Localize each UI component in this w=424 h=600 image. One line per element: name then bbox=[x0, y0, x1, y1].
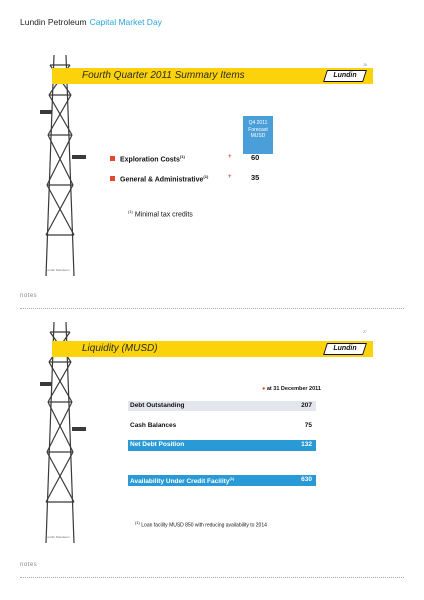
liquidity-row: Cash Balances 75 bbox=[130, 422, 312, 429]
title-banner bbox=[52, 68, 373, 84]
event-name: Capital Market Day bbox=[89, 17, 162, 27]
plus-icon: + bbox=[228, 174, 232, 180]
liquidity-row: Debt Outstanding 207 bbox=[128, 401, 316, 411]
page-number: 26 bbox=[363, 63, 367, 67]
lundin-logo: Lundin bbox=[323, 343, 367, 355]
bullet-icon bbox=[110, 156, 115, 161]
date-label: ● at 31 December 2011 bbox=[262, 386, 321, 392]
slide-liquidity bbox=[40, 322, 373, 543]
title-banner bbox=[52, 341, 373, 357]
lundin-logo: Lundin bbox=[323, 70, 367, 82]
bullet-icon bbox=[110, 176, 115, 181]
slide-summary-items bbox=[40, 55, 373, 276]
company-name: Lundin Petroleum bbox=[20, 17, 87, 27]
forecast-column-header: Q4 2011 Forecast MUSD bbox=[243, 116, 273, 154]
page-number: 27 bbox=[363, 330, 367, 334]
liquidity-row-highlight: Net Debt Position 132 bbox=[128, 440, 316, 451]
document-header bbox=[20, 17, 162, 27]
liquidity-row-highlight: Availability Under Credit Facility$^{(1)}$ 630 bbox=[128, 475, 316, 486]
notes-label: notes bbox=[20, 562, 38, 568]
oil-rig-graphic bbox=[40, 55, 90, 276]
footnote: $^{(1)}$ Minimal tax credits bbox=[128, 209, 193, 219]
notes-line bbox=[20, 577, 404, 578]
plus-icon: + bbox=[228, 154, 232, 160]
footnote: $^{(1)}$ Loan facility MUSD 850 with reducing availability to 2014 bbox=[135, 520, 267, 529]
slide-title: Fourth Quarter 2011 Summary Items bbox=[82, 70, 245, 81]
notes-line bbox=[20, 308, 404, 309]
notes-label: notes bbox=[20, 293, 38, 299]
item-label: General & Administrative$^{(1)}$ bbox=[120, 174, 209, 184]
footer-text: Lundin Petroleum bbox=[46, 268, 70, 272]
slide-title: Liquidity (MUSD) bbox=[82, 343, 158, 354]
footer-text: Lundin Petroleum bbox=[46, 535, 70, 539]
item-value: 35 bbox=[251, 173, 260, 182]
item-value: 60 bbox=[251, 153, 260, 162]
item-label: Exploration Costs$^{(1)}$ bbox=[120, 154, 185, 164]
